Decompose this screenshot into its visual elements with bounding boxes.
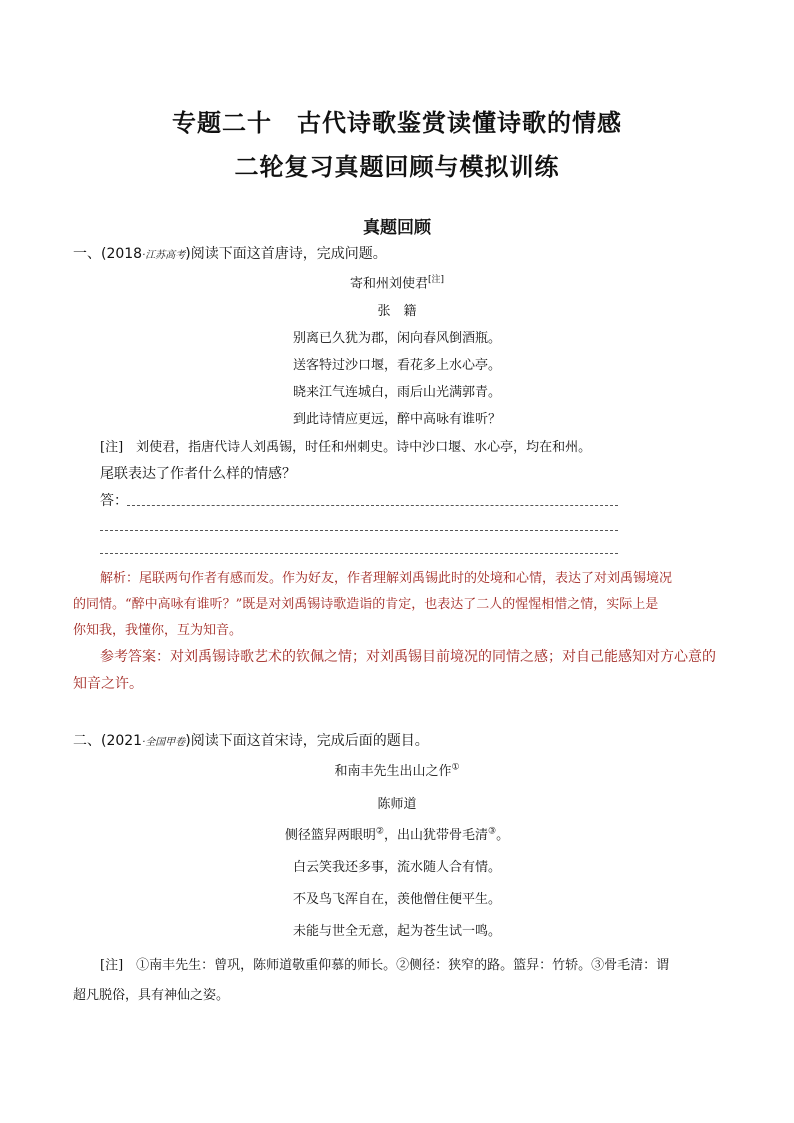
question-1-number: 一、(2018 bbox=[73, 246, 143, 262]
question-2-prompt bbox=[73, 730, 429, 750]
question-1-instruction: )阅读下面这首唐诗，完成问题。 bbox=[185, 246, 387, 262]
question-1-prompt bbox=[73, 243, 387, 263]
analysis-text: 你知我，我懂你，互为知音。 bbox=[73, 623, 243, 638]
poem-1-line: 晓来江气连城白，雨后山光满郭青。 bbox=[292, 385, 501, 400]
question-2-instruction: )阅读下面这首宋诗，完成后面的题目。 bbox=[185, 733, 429, 749]
poem-1-title-note-mark: [注] bbox=[427, 275, 445, 285]
question-1-text: 尾联表达了作者什么样的情感？ bbox=[100, 466, 296, 482]
poem-2-note: 超凡脱俗，具有神仙之姿。 bbox=[73, 988, 230, 1003]
answer-line bbox=[127, 505, 618, 506]
answer-line bbox=[100, 530, 618, 531]
analysis-text: 解析：尾联两句作者有感而发。作为好友，作者理解刘禹锡此时的处境和心情，表达了对刘禹锡境况 bbox=[100, 571, 673, 586]
footnote-mark: ② bbox=[375, 826, 384, 837]
section-heading: 真题回顾 bbox=[363, 218, 431, 238]
question-1-source: ·江苏高考 bbox=[142, 250, 186, 261]
footnote-mark: ③ bbox=[488, 826, 497, 837]
poem-2-line: 白云笑我还多事，流水随人合有情。 bbox=[292, 860, 501, 875]
page-subtitle: 二轮复习真题回顾与模拟训练 bbox=[234, 153, 560, 181]
analysis-text: 的同情。“醉中高咏有谁听？”既是对刘禹锡诗歌造诣的肯定，也表达了二人的惺惺相惜之情，实际上是 bbox=[73, 597, 659, 612]
poem-1-line: 到此诗情应更远，醉中高咏有谁听？ bbox=[292, 412, 501, 427]
poem-1-author: 张 籍 bbox=[377, 304, 417, 319]
poem-1-line: 别离已久犹为郡，闲向春风倒酒瓶。 bbox=[292, 331, 501, 346]
question-2-source: ·全国甲卷 bbox=[142, 737, 186, 748]
footnote-mark: ① bbox=[451, 762, 460, 773]
poem-2-line: 未能与世全无意，起为苍生试一鸣。 bbox=[292, 924, 501, 939]
reference-answer: 知音之许。 bbox=[73, 676, 143, 692]
poem-1-line: 送客特过沙口堰，看花多上水心亭。 bbox=[292, 358, 501, 373]
poem-2-author: 陈师道 bbox=[377, 797, 417, 812]
answer-line bbox=[100, 553, 618, 554]
poem-1-title: 寄和州刘使君[注] bbox=[349, 275, 445, 292]
poem-2-note: [注] ①南丰先生：曾巩，陈师道敬重仰慕的师长。②侧径：狭窄的路。篮舁：竹轿。③骨毛清：谓 bbox=[100, 958, 670, 973]
answer-label: 答： bbox=[100, 493, 128, 509]
poem-2-line: 不及鸟飞浑自在，羡他僧住便平生。 bbox=[292, 892, 501, 907]
poem-1-note: [注] 刘使君，指唐代诗人刘禹锡，时任和州刺史。诗中沙口堰、水心亭，均在和州。 bbox=[100, 440, 592, 455]
page-title: 专题二十 古代诗歌鉴赏读懂诗歌的情感 bbox=[172, 109, 622, 137]
poem-2-title: 和南丰先生出山之作① bbox=[334, 762, 460, 779]
poem-2-line: 侧径篮舁两眼明②，出山犹带骨毛清③。 bbox=[284, 826, 510, 843]
reference-answer: 参考答案：对刘禹锡诗歌艺术的钦佩之情；对刘禹锡目前境况的同情之感；对自己能感知对方心意的 bbox=[100, 649, 716, 665]
question-2-number: 二、(2021 bbox=[73, 733, 143, 749]
